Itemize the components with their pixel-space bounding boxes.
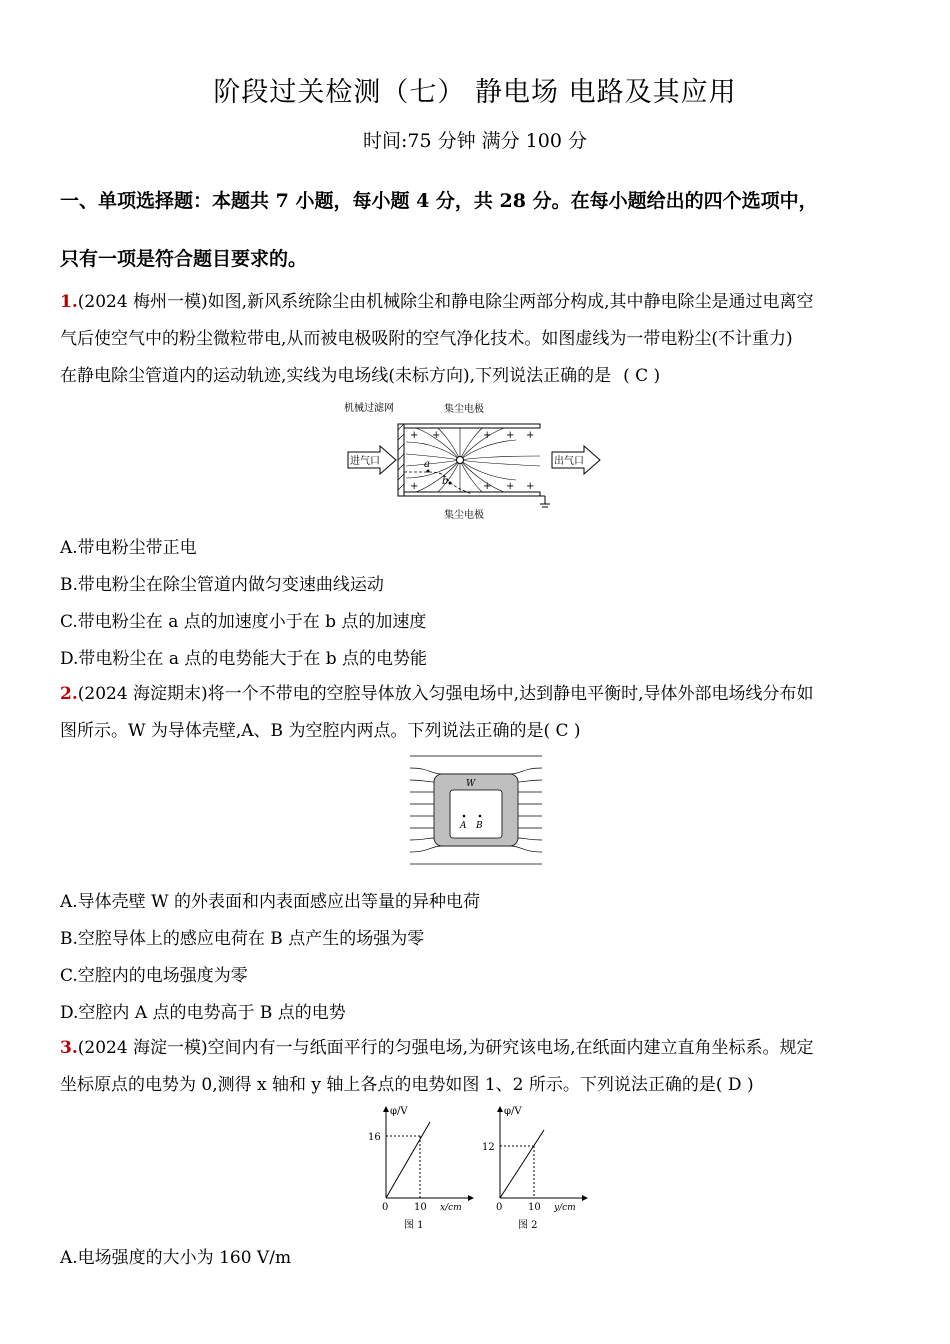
dust-collector-figure xyxy=(340,398,610,524)
plus-sign: + xyxy=(526,430,535,441)
section-heading-line2: 只有一项是符合题目要求的。 xyxy=(60,248,308,270)
cavity-conductor-figure xyxy=(410,752,542,870)
plus-sign: + xyxy=(410,430,419,441)
option-a: A.电场强度的大小为 160 V/m xyxy=(60,1248,292,1268)
plus-sign: + xyxy=(410,481,419,492)
question-2-stem: 2.(2024 海淀期末)将一个不带电的空腔导体放入匀强电场中,达到静电平衡时,导体外部电场线分布如 图所示。W 为导体壳壁,A、B 为空腔内两点。下列说法正确的是( C ) xyxy=(60,684,814,741)
question-2-options xyxy=(60,884,900,1032)
option-c: C.带电粉尘在 a 点的加速度小于在 b 点的加速度 xyxy=(60,612,427,632)
option-c: C.空腔内的电场强度为零 xyxy=(60,966,248,986)
x-tick: 10 xyxy=(528,1202,541,1213)
option-a: A.导体壳壁 W 的外表面和内表面感应出等量的异种电荷 xyxy=(60,892,480,912)
plus-sign: + xyxy=(432,430,441,441)
bottom-electrode-label: 集尘电极 xyxy=(444,510,484,521)
top-electrode-label: 集尘电极 xyxy=(444,404,484,415)
question-3-stem: 3.(2024 海淀一模)空间内有一与纸面平行的匀强电场,为研究该电场,在纸面内建立直角坐标系。规定 坐标原点的电势为 0,测得 x 轴和 y 轴上各点的电势如图 1、2 所示。下列说法正确的是( D ) xyxy=(60,1038,814,1095)
point-a-label: a xyxy=(424,459,430,470)
figure-caption: 图 2 xyxy=(518,1220,538,1231)
wall-label: W xyxy=(466,779,476,789)
x-axis-label: y/cm xyxy=(554,1203,576,1213)
x-axis-label: x/cm xyxy=(440,1203,462,1213)
potential-graph-figure-1 xyxy=(364,1104,476,1234)
y-axis-label: φ/V xyxy=(504,1106,522,1117)
question-1-stem: 1.(2024 梅州一模)如图,新风系统除尘由机械除尘和静电除尘两部分构成,其中静电除尘是通过电离空 气后使空气中的粉尘微粒带电,从而被电极吸附的空气净化技术。如图虚线为一带电粉尘(不计重力) 在静电除尘管道内的运动轨迹,实线为电场线(未标方向),下列说法正确的是 ( C ) xyxy=(60,292,814,386)
plus-sign: + xyxy=(483,430,492,441)
figure-caption: 图 1 xyxy=(404,1220,424,1231)
page-title: 阶段过关检测（七） 静电场 电路及其应用 xyxy=(213,77,737,108)
question-number: 2. xyxy=(60,684,78,704)
question-3-options xyxy=(60,1240,900,1277)
question-1-options xyxy=(60,530,900,678)
point-b-label: B xyxy=(476,821,483,831)
plus-sign: + xyxy=(526,481,535,492)
question-number: 3. xyxy=(60,1038,78,1058)
origin-label: 0 xyxy=(382,1202,389,1213)
x-tick: 10 xyxy=(414,1202,427,1213)
plus-sign: + xyxy=(506,481,515,492)
plus-sign: + xyxy=(506,430,515,441)
y-tick: 16 xyxy=(368,1132,381,1143)
outlet-label: 出气口 xyxy=(554,456,584,467)
option-b: B.空腔导体上的感应电荷在 B 点产生的场强为零 xyxy=(60,929,425,949)
section-heading-line1: 一、单项选择题：本题共 7 小题，每小题 4 分，共 28 分。在每小题给出的四个选项中， xyxy=(60,190,818,212)
potential-graph-figure-2 xyxy=(478,1104,590,1234)
origin-label: 0 xyxy=(496,1202,503,1213)
exam-info: 时间:75 分钟 满分 100 分 xyxy=(362,130,587,152)
point-b-label: b xyxy=(442,476,449,487)
option-d: D.带电粉尘在 a 点的电势能大于在 b 点的电势能 xyxy=(60,649,428,669)
option-d: D.空腔内 A 点的电势高于 B 点的电势 xyxy=(60,1003,346,1023)
option-b: B.带电粉尘在除尘管道内做匀变速曲线运动 xyxy=(60,575,384,595)
filter-label: 机械过滤网 xyxy=(344,403,394,414)
question-number: 1. xyxy=(60,292,78,312)
y-tick: 12 xyxy=(482,1142,495,1153)
option-a: A.带电粉尘带正电 xyxy=(60,538,197,558)
plus-sign: + xyxy=(483,481,492,492)
y-axis-label: φ/V xyxy=(390,1106,408,1117)
answer-mark: ( C ) xyxy=(543,721,581,741)
section-heading xyxy=(60,172,900,288)
answer-mark: ( C ) xyxy=(623,366,661,386)
answer-mark: ( D ) xyxy=(715,1075,754,1095)
inlet-label: 进气口 xyxy=(350,456,380,467)
point-a-label: A xyxy=(460,821,467,831)
